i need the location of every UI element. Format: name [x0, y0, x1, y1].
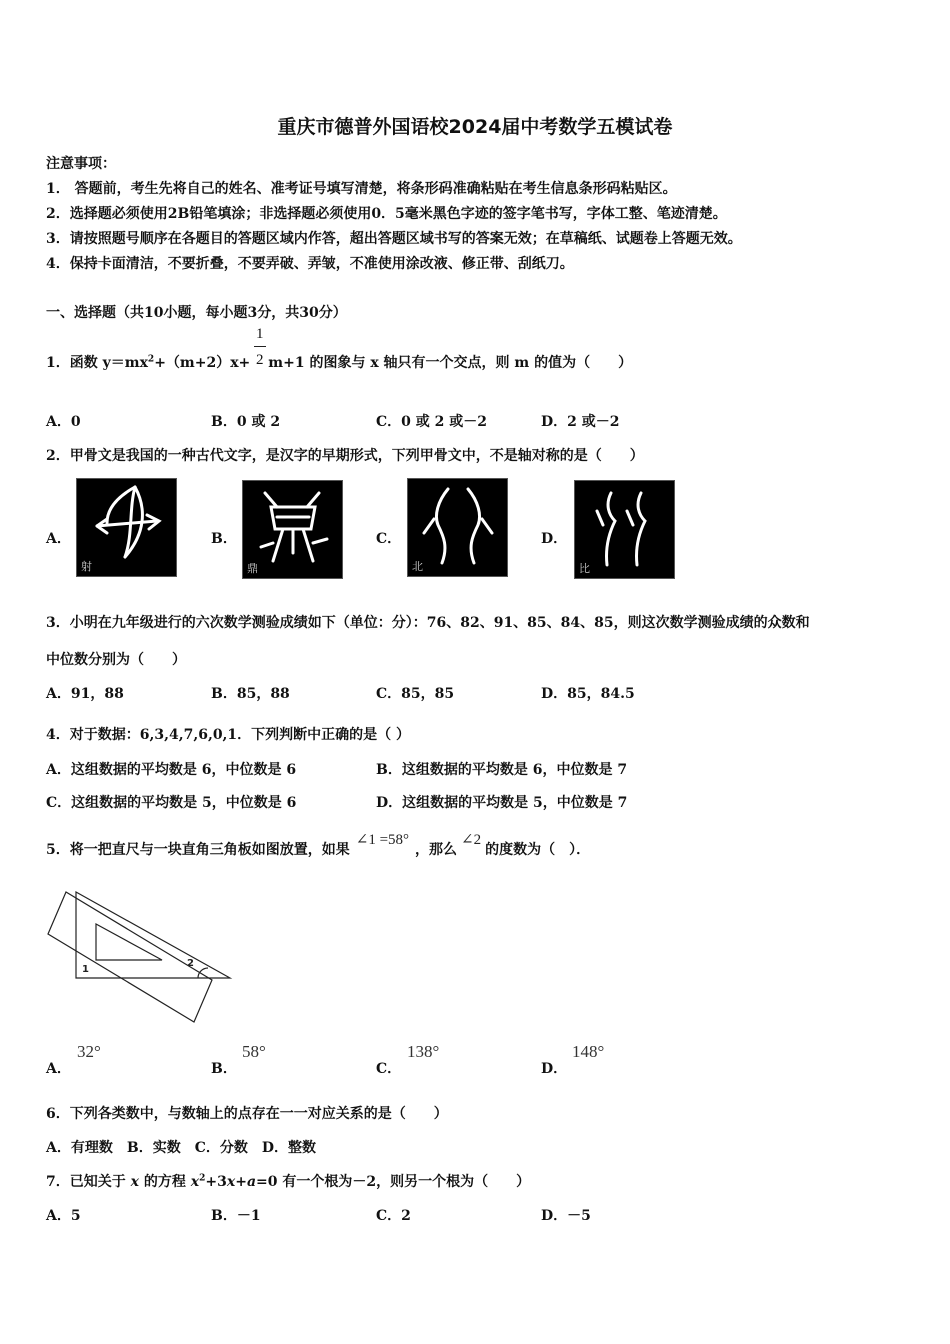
q5-angle2: ∠2 [461, 832, 482, 848]
q7-eq-f: =0 [256, 1174, 278, 1190]
question-4: 4．对于数据：6,3,4,7,6,0,1．下列判断中正确的是（ ） [46, 727, 411, 743]
q5-post: 的度数为（ ）． [485, 842, 591, 858]
q5-mid: ，那么 [415, 842, 458, 858]
q4-option-b[interactable]: B．这组数据的平均数是 6，中位数是 7 [376, 762, 628, 778]
q7-option-c[interactable]: C．2 [376, 1208, 411, 1224]
q2-label-b[interactable]: B． [211, 531, 237, 547]
glyph-caption-b: 鼎 [247, 562, 258, 575]
question-5 [46, 832, 591, 859]
q7-option-a[interactable]: A．5 [46, 1208, 81, 1224]
q7-eq-b: +3 [205, 1174, 227, 1190]
notice-heading: 注意事项： [46, 156, 116, 172]
ruler-triangle-figure [44, 890, 239, 1030]
q3-option-c[interactable]: C．85，85 [376, 686, 455, 702]
q2-label-c[interactable]: C． [376, 531, 402, 547]
notice-item-1: 1． 答题前，考生先将自己的姓名、准考证号填写清楚，将条形码准确粘贴在考生信息条形码粘贴区。 [46, 181, 677, 197]
q1-frac-num: 1 [256, 326, 264, 342]
question-7 [46, 1171, 530, 1191]
q7-option-b[interactable]: B．－1 [211, 1208, 261, 1224]
q4-option-a[interactable]: A．这组数据的平均数是 6，中位数是 6 [46, 762, 297, 778]
q7-eq-c: x [226, 1174, 236, 1190]
page-title: 重庆市德普外国语校2024届中考数学五模试卷 [277, 116, 673, 138]
q1-option-c[interactable]: C．0 或 2 或－2 [376, 414, 487, 430]
q4-option-c[interactable]: C．这组数据的平均数是 5，中位数是 6 [46, 795, 297, 811]
q1-frac-den: 2 [256, 352, 264, 368]
q3-option-a[interactable]: A．91，88 [46, 686, 124, 702]
fig-label-1: 1 [82, 964, 89, 975]
oracle-glyph-a[interactable] [76, 478, 177, 577]
q3-option-b[interactable]: B．85，88 [211, 686, 290, 702]
q5-label-c[interactable]: C． [376, 1061, 402, 1077]
q1-post: m+1 的图象与 x 轴只有一个交点，则 m 的值为（ ） [268, 355, 633, 371]
q7-eq-sup: 2 [199, 1173, 206, 1184]
notice-item-3: 3．请按照题号顺序在各题目的答题区域内作答，超出答题区域书写的答案无效；在草稿纸、试题卷上答题无效。 [46, 231, 742, 247]
question-6: 6．下列各类数中，与数轴上的点存在一一对应关系的是（ ） [46, 1106, 448, 1122]
north-glyph-icon [408, 479, 509, 578]
q5-angle1: ∠1 =58° [355, 832, 410, 848]
q7-option-d[interactable]: D．－5 [541, 1208, 591, 1224]
q4-option-d[interactable]: D．这组数据的平均数是 5，中位数是 7 [376, 795, 628, 811]
ruler-shape [48, 892, 212, 1022]
q1-pre: 1．函数 y＝mx [46, 355, 148, 371]
q3-option-d[interactable]: D．85，84.5 [541, 686, 635, 702]
bow-arrow-glyph-icon [77, 479, 178, 578]
compare-glyph-icon [575, 481, 676, 580]
q2-label-a[interactable]: A． [46, 531, 71, 547]
question-3-line-1: 3．小明在九年级进行的六次数学测验成绩如下（单位：分）：76、82、91、85、84、85，则这次数学测验成绩的众数和 [46, 615, 810, 631]
q5-value-c: 138° [407, 1042, 440, 1061]
q5-value-b: 58° [242, 1042, 266, 1061]
q5-pre: 5．将一把直尺与一块直角三角板如图放置，如果 [46, 842, 350, 858]
q7-pre: 7．已知关于 [46, 1174, 126, 1190]
glyph-caption-a: 射 [81, 560, 92, 573]
q1-option-b[interactable]: B．0 或 2 [211, 414, 281, 430]
q1-option-a[interactable]: A．0 [46, 414, 81, 430]
question-3-line-2: 中位数分别为（ ） [46, 652, 186, 668]
notice-item-2: 2．选择题必须使用2B铅笔填涂；非选择题必须使用0．5毫米黑色字迹的签字笔书写，字体工整、笔迹清楚。 [46, 206, 727, 222]
q7-eq-e: a [246, 1174, 257, 1190]
notice-item-4: 4．保持卡面清洁，不要折叠，不要弄破、弄皱，不准使用涂改液、修正带、刮纸刀。 [46, 256, 574, 272]
q7-post: 有一个根为－2，则另一个根为（ ） [282, 1174, 531, 1190]
q7-eq-a: x [190, 1174, 200, 1190]
section-heading: 一、选择题（共10小题，每小题3分，共30分） [46, 305, 347, 321]
oracle-glyph-b[interactable] [242, 480, 343, 579]
question-1 [46, 352, 632, 372]
q5-label-b[interactable]: B． [211, 1061, 237, 1077]
q1-sup: 2 [147, 354, 155, 365]
q1-mid: +（m+2）x+ [154, 355, 251, 371]
q7-mid: 的方程 [143, 1174, 186, 1190]
q5-value-a: 32° [77, 1042, 101, 1061]
glyph-caption-d: 比 [579, 562, 590, 575]
q2-label-d[interactable]: D． [541, 531, 568, 547]
q6-options[interactable]: A．有理数 B．实数 C．分数 D．整数 [46, 1140, 316, 1156]
q7-var: x [130, 1174, 139, 1190]
q5-value-d: 148° [572, 1042, 605, 1061]
cauldron-glyph-icon [243, 481, 344, 580]
oracle-glyph-c[interactable] [407, 478, 508, 577]
question-2: 2．甲骨文是我国的一种古代文字，是汉字的早期形式，下列甲骨文中，不是轴对称的是（ ） [46, 448, 644, 464]
oracle-glyph-d[interactable] [574, 480, 675, 579]
fig-label-2: 2 [187, 958, 194, 969]
q1-frac-bar [254, 346, 266, 347]
glyph-caption-c: 北 [412, 560, 423, 573]
q7-eq-d: + [235, 1174, 247, 1190]
q1-option-d[interactable]: D．2 或－2 [541, 414, 620, 430]
q5-label-d[interactable]: D． [541, 1061, 568, 1077]
q5-label-a[interactable]: A． [46, 1061, 71, 1077]
